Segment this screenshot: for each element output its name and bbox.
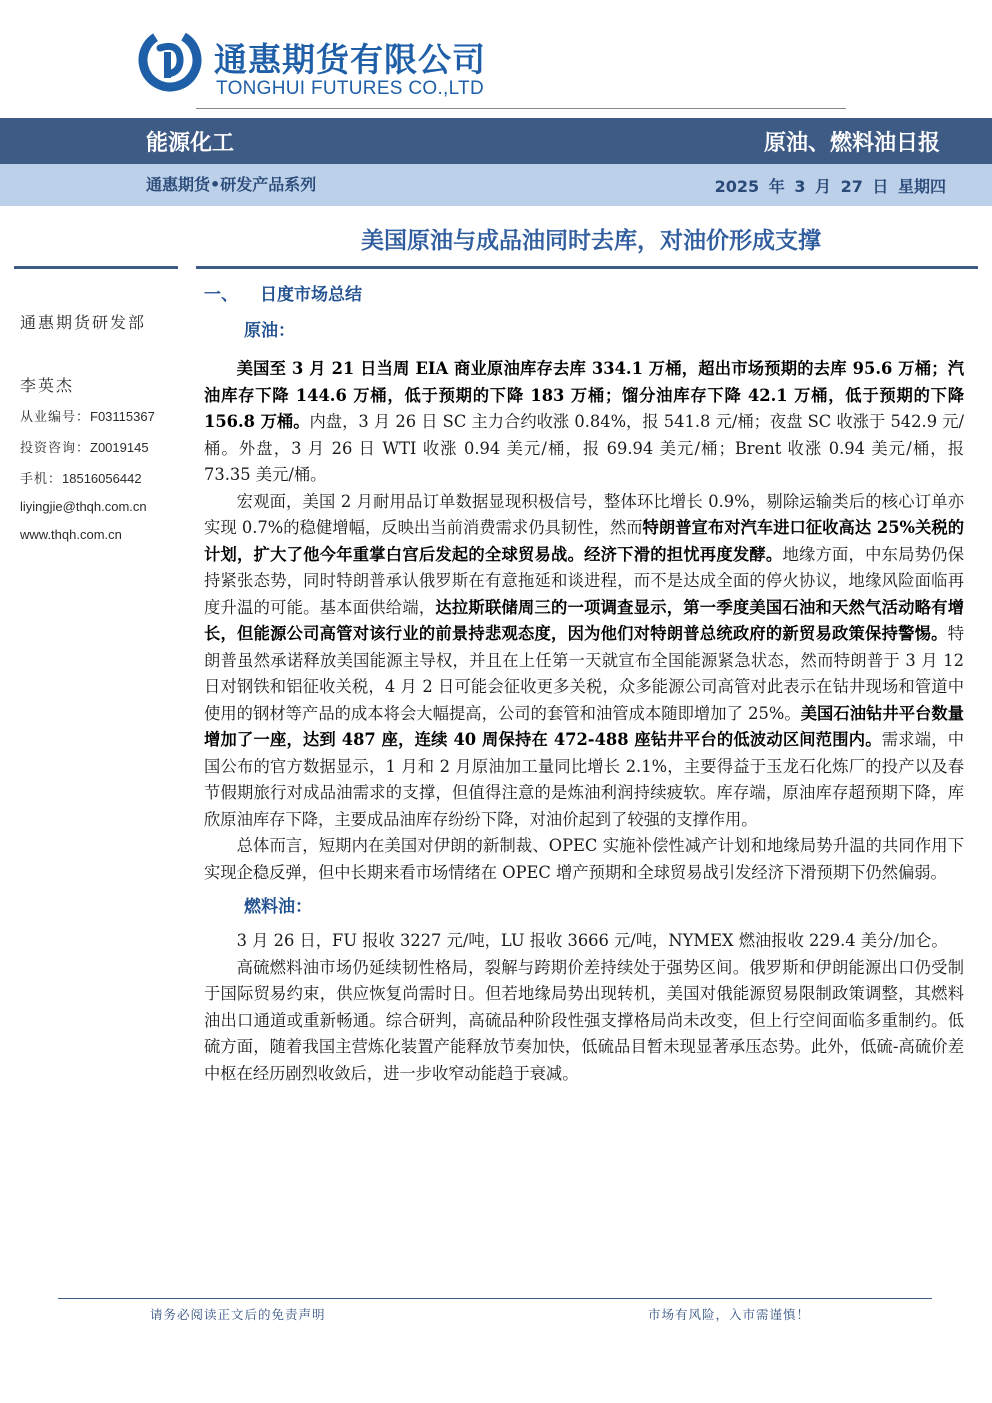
advisory-number: 投资咨询：Z0019145 — [20, 440, 149, 456]
crude-heading: 原油： — [244, 321, 295, 341]
phone: 手机：18516056442 — [20, 471, 142, 487]
report-headline: 美国原油与成品油同时去库，对油价形成支撑 — [361, 228, 821, 254]
company-name-en: TONGHUI FUTURES CO.,LTD — [216, 78, 484, 99]
section-heading: 一、 日度市场总结 — [204, 285, 362, 305]
report-date: 2025 年 3 月 27 日 星期四 — [714, 177, 946, 196]
report-type: 原油、燃料油日报 — [763, 131, 940, 156]
crude-paragraph-2: 宏观面，美国 2 月耐用品订单数据显现积极信号，整体环比增长 0.9%，剔除运输类后的核心订单亦实现 0.7%的稳健增幅，反映出当前消费需求仍具韧性，然而特朗普宣布对汽车进口征收高达 25%关税的计划，扩大了他今年重掌白宫后发起的全球贸易战。经济下滑的担忧再度发酵。地缘方面，中东局势仍保持紧张态势，同时特朗普承认俄罗斯在有意拖延和谈进程，而不是达成全面的停火协议，地缘风险面临再度升温的可能。基本面供给端，达拉斯联储周三的一项调查显示，第一季度美国石油和天然气活动略有增长，但能源公司高管对该行业的前景持悲观态度，因为他们对特朗普总统政府的新贸易政策保持警惕。特朗普虽然承诺释放美国能源主导权，并且在上任第一天就宣布全国能源紧急状态，然而特朗普于 3 月 12 日对钢铁和铝征收关税，4 月 2 日可能会征收更多关税，众多能源公司高管对此表示在钻井现场和管道中使用的钢材等产品的成本将会大幅提高，公司的套管和油管成本随即增加了 25%。美国石油钻井平台数量增加了一座，达到 487 座，连续 40 周保持在 472-488 座钻井平台的低波动区间范围内。需求端，中国公布的官方数据显示，1 月和 2 月原油加工量同比增长 2.1%，主要得益于玉龙石化炼厂的投产以及春节假期旅行对成品油需求的支撑，但值得注意的是炼油利润持续疲软。库存端，原油库存超预期下降，库欣原油库存下降，主要成品油库存纷纷下降，对油价起到了较强的支撑作用。 — [204, 491, 964, 829]
risk-warning: 市场有风险，入市需谨慎！ — [648, 1307, 811, 1322]
content-rule — [196, 266, 978, 269]
company-name-cn: 通惠期货有限公司 — [214, 40, 486, 79]
website-link[interactable]: www.thqh.com.cn — [20, 527, 122, 542]
author-sidebar — [20, 310, 180, 555]
department: 通惠期货研发部 — [20, 313, 147, 332]
crude-paragraph-3: 总体而言，短期内在美国对伊朗的新制裁、OPEC 实施补偿性减产计划和地缘局势升温的共同作用下实现企稳反弹，但中长期来看市场情绪在 OPEC 增产预期和全球贸易战引发经济下滑预期下仍然偏弱。 — [204, 836, 964, 882]
sector-label: 能源化工 — [146, 131, 235, 156]
crude-paragraph-1: 美国至 3 月 21 日当周 EIA 商业原油库存去库 334.1 万桶，超出市场预期的去库 95.6 万桶；汽油库存下降 144.6 万桶，低于预期的下降 183 万桶；馏分油库存下降 42.1 万桶，低于预期的下降 156.8 万桶。内盘，3 月 26 日 SC 主力合约收涨 0.84%，报 541.8 元/桶；夜盘 SC 收涨于 542.9 元/桶。外盘，3 月 26 日 WTI 收涨 0.94 美元/桶，报 69.94 美元/桶；Brent 收涨 0.94 美元/桶，报 73.35 美元/桶。 — [204, 359, 965, 484]
license-number: 从业编号：F03115367 — [20, 409, 155, 425]
logo-divider — [196, 108, 846, 109]
fuel-heading: 燃料油： — [244, 897, 312, 917]
email-link[interactable]: liyingjie@thqh.com.cn — [20, 499, 147, 514]
tonghui-logo-icon — [138, 28, 202, 92]
fuel-paragraph-2: 高硫燃料油市场仍延续韧性格局，裂解与跨期价差持续处于强势区间。俄罗斯和伊朗能源出口仍受制于国际贸易约束，供应恢复尚需时日。但若地缘局势出现转机，美国对俄能源贸易限制政策调整，其燃料油出口通道或重新畅通。综合研判，高硫品种阶段性强支撑格局尚未改变，但上行空间面临多重制约。低硫方面，随着我国主营炼化装置产能释放节奏加快，低硫品目暂未现显著承压态势。此外，低硫-高硫价差中枢在经历剧烈收敛后，进一步收窄动能趋于衰减。 — [204, 957, 964, 1083]
report-body — [204, 282, 964, 1087]
disclaimer-note: 请务必阅读正文后的免责声明 — [150, 1307, 326, 1322]
fuel-paragraph-1: 3 月 26 日，FU 报收 3227 元/吨，LU 报收 3666 元/吨，NYMEX 燃油报收 229.4 美分/加仑。 — [236, 931, 948, 950]
series-label: 通惠期货•研发产品系列 — [146, 175, 317, 194]
footer-divider — [58, 1298, 932, 1299]
analyst-name: 李英杰 — [20, 376, 75, 395]
sidebar-rule — [14, 266, 178, 269]
